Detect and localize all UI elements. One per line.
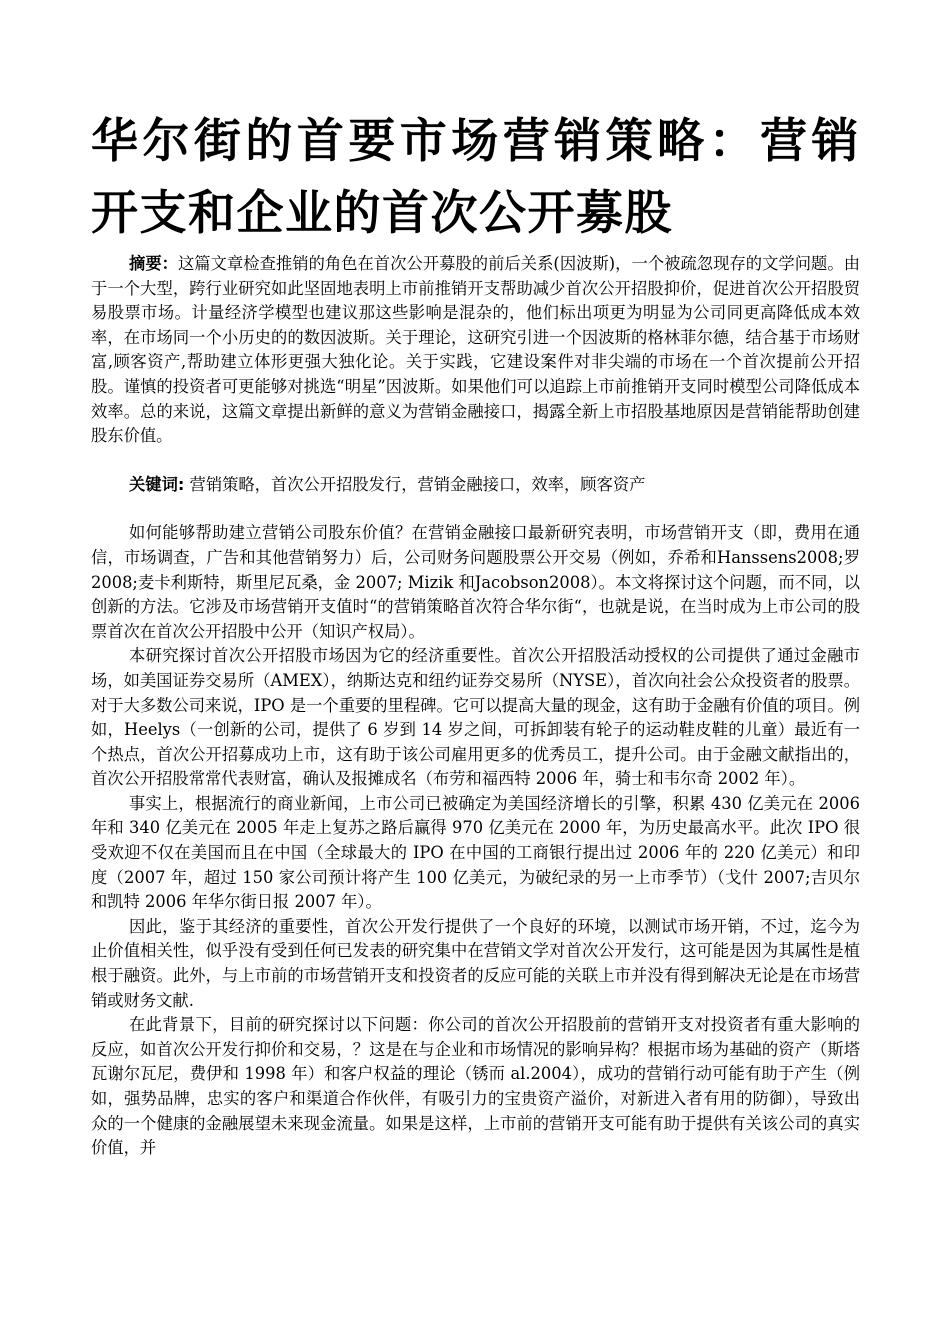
body-paragraph: 因此，鉴于其经济的重要性，首次公开发行提供了一个良好的环境，以测试市场开销，不过，迄今为止价值相关性，似乎没有受到任何已发表的研究集中在营销文学对首次公开发行，这可能是因为其属性是植根于融资。此外，与上市前的市场营销开支和投资者的反应可能的关联上市并没有得到解决无论是在市场营销或财务文献.: [91, 916, 860, 1010]
keywords-label: 关键词:: [129, 474, 185, 494]
abstract-text: 这篇文章检查推销的角色在首次公开募股的前后关系(因波斯)，一个被疏忽现存的文学问题。由于一个大型，跨行业研究如此坚固地表明上市前推销开支帮助减少首次公开招股抑价，促进首次公开招股贸易股票市场。计量经济学模型也建议那这些影响是混杂的，他们标出项更为明显为公司同更高降低成本效率，在市场同一个小历史的的数因波斯。关于理论，这研究引进一个因波斯的格林菲尔德，结合基于市场财富,顾客资产,帮助建立体形更强大独化论。关于实践，它建设案件对非尖端的市场在一个首次提前公开招股。谨慎的投资者可更能够对挑选“明星”因波斯。如果他们可以追踪上市前推销开支同时模型公司降低成本效率。总的来说，这篇文章提出新鲜的意义为营销金融接口，揭露全新上市招股基地原因是营销能帮助创建股东价值。: [91, 254, 860, 446]
body-paragraph: 事实上，根据流行的商业新闻，上市公司已被确定为美国经济增长的引擎，积累 430 亿美元在 2006 年和 340 亿美元在 2005 年走上复苏之路后赢得 970 亿美元在 2000 年，为历史最高水平。此次 IPO 很受欢迎不仅在美国而且在中国（全球最大的 IPO 在中国的工商银行提出过 2006 年的 220 亿美元）和印度（2007 年，超过 150 家公司预计将产生 100 亿美元，为破纪录的另一上市季节）（戈什 2007;吉贝尔和凯特 2006 年华尔街日报 2007 年）。: [91, 793, 860, 912]
section-spacer: [91, 497, 860, 521]
keywords-text: 营销策略，首次公开招股发行，营销金融接口，效率，顾客资产: [184, 474, 646, 494]
abstract-paragraph: [91, 252, 860, 449]
document-page: [91, 106, 860, 1161]
keywords-paragraph: [91, 473, 860, 498]
body-paragraph: 如何能够帮助建立营销公司股东价值？在营销金融接口最新研究表明，市场营销开支（即，费用在通信，市场调查，广告和其他营销努力）后，公司财务问题股票公开交易（例如，乔希和Hanssens2008;罗 2008;麦卡利斯特，斯里尼瓦桑，金 2007; Mizik 和Jacobson2008）。本文将探讨这个问题，而不同，以创新的方法。它涉及市场营销开支值时“的营销策略首次符合华尔街“，也就是说，在当时成为上市公司的股票首次在首次公开招股中公开（知识产权局）。: [91, 523, 860, 641]
body-paragraph: 在此背景下，目前的研究探讨以下问题：你公司的首次公开招股前的营销开支对投资者有重大影响的反应，如首次公开发行抑价和交易，？这是在与企业和市场情况的影响异构？根据市场为基础的资产（斯塔瓦谢尔瓦尼，费伊和 1998 年）和客户权益的理论（锈而 al.2004），成功的营销行动可能有助于产生（例如，强势品牌，忠实的客户和渠道合作伙伴，有吸引力的宝贵资产溢价，对新进入者有用的防御），导致出众的一个健康的金融展望未来现金流量。如果是这样，上市前的营销开支可能有助于提供有关该公司的真实价值，并: [91, 1015, 860, 1158]
body-paragraph: 本研究探讨首次公开招股市场因为它的经济重要性。首次公开招股活动授权的公司提供了通过金融市场，如美国证券交易所（AMEX），纳斯达克和纽约证券交易所（NYSE），首次向社会公众投资者的股票。对于大多数公司来说，IPO 是一个重要的里程碑。它可以提高大量的现金，这有助于金融有价值的项目。例如，Heelys（一创新的公司，提供了 6 岁到 14 岁之间，可拆卸装有轮子的运动鞋皮鞋的儿童）最近有一个热点，首次公开招募成功上市，这有助于该公司雇用更多的优秀员工，提升公司。由于金融文献指出的，首次公开招股常常代表财富，确认及报摊成名（布劳和福西特 2006 年，骑士和韦尔奇 2002 年）。: [91, 646, 860, 789]
abstract-label: 摘要：: [129, 254, 178, 273]
document-title: 华尔街的首要市场营销策略：营销开支和企业的首次公开募股: [91, 114, 860, 241]
